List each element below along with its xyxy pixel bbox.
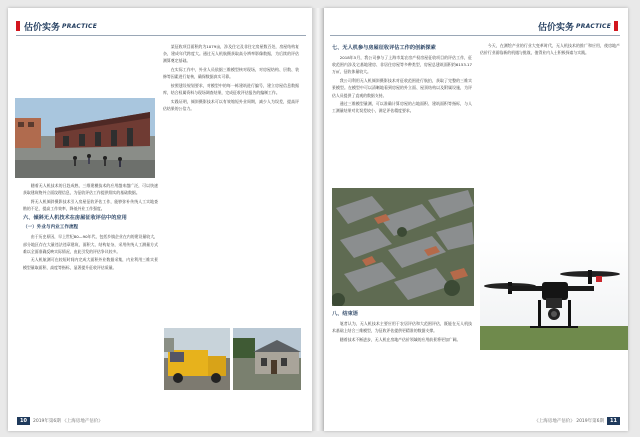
paragraph: 按照建设规划要求，对模型中的每一栋建筑进行编号，建立房屋信息数据库，结合权属资料与现场调查结果，完成征收评估报告的编制工作。 — [163, 83, 299, 96]
photo-old-house — [233, 328, 301, 390]
right-page — [324, 8, 628, 431]
header-accent-bar — [16, 21, 20, 31]
paragraph: 由于历史原因，早上世纪80—90年代，包括乡镇企业在内的建设量较大，部分地区存在大量违法违章建筑，面积大、结构复杂，采用传统人工测量方式难以全面准确反映实际情况，由此引发的评估争议较多。 — [23, 234, 158, 254]
left-footer — [17, 417, 103, 425]
header-title-en: PRACTICE — [576, 22, 612, 30]
subsection-heading: （一）外业与内业工作流程 — [23, 225, 79, 231]
section-heading: 八、结束语 — [332, 311, 358, 317]
paragraph: 笔者认为，无人机技术主要应用于农居评估和大范围评估，既能在无人机技术基础上结合三维模型，为征收评估提供更精准的数据支撑。 — [332, 321, 472, 334]
left-header — [24, 20, 97, 32]
section-heading: 六、倾斜无人机技术在房屋征收评估中的应用 — [23, 215, 127, 222]
header-title-zh: 估价实务 — [24, 22, 61, 33]
paragraph: 随着无人机技术的日趋成熟，三维建模技术的应用越来越广泛，可以快速获取建筑物外立面纹理信息，为征收评估工作提供翔实的基础数据。 — [23, 183, 158, 196]
paragraph: 某征收项目面积约为1079亩，涉及住宅及非住宅房屋数百处，房屋结构复杂，建成年代跨度大。通过无人机航摄获取高分辨率影像数据，为后续的评估测算奠定基础。 — [163, 44, 299, 64]
photo-yellow-truck — [164, 328, 230, 390]
photo-campus-building — [15, 98, 155, 178]
right-column-1-top — [332, 42, 472, 174]
right-column-2 — [480, 42, 620, 102]
left-column-2 — [163, 43, 299, 325]
paragraph: 无人机航测可在较短时间内完成大面积外业数据采集，内业利用三维实景模型量取面积、高度等指标，显著提升征收评估质量。 — [23, 257, 158, 270]
journal-name: 2019年第6期 《上海房地产估价》 — [32, 419, 103, 424]
page-number: 11 — [607, 417, 620, 425]
photo-drone — [480, 240, 628, 350]
header-title-zh: 估价实务 — [538, 22, 575, 33]
header-rule — [330, 35, 620, 36]
right-header — [538, 20, 611, 32]
header-rule — [16, 35, 306, 36]
left-column-1 — [23, 182, 158, 272]
paragraph: 实践证明，倾斜摄影技术可以有效缩短外业周期，减少人为误差，提高评估结果的公信力。 — [163, 98, 299, 112]
spine-gutter — [312, 8, 324, 431]
photo-aerial-3d-model — [332, 188, 474, 306]
paragraph: 2018年5月，我公司参与了上海市某农房产权房屋征收项目的评估工作，征收范围内涉及宅基地建房、非居住房屋等多种类型，房屋总建筑面积约6153.17万㎡，征收体量较大。 — [332, 55, 472, 75]
paragraph: 通过三维模型量测，可以准确计算房屋的占地面积、建筑面积等指标，与人工测量结果对比误差较小，满足评估精度要求。 — [332, 101, 472, 114]
paragraph: 将无人机倾斜摄影技术引入房屋征收评估工作，能够弥补传统人工实地查勘的不足，提高工作效率，降低外业工作强度。 — [23, 198, 158, 212]
section-heading: 七、无人机参与房屋征收评估工作的创新探索 — [332, 45, 436, 51]
left-page — [8, 8, 312, 431]
paragraph: 随着技术不断进步，无人机在房地产估价领域的应用前景将更加广阔。 — [339, 336, 461, 342]
right-footer — [534, 417, 620, 425]
page-number: 10 — [17, 417, 30, 425]
header-accent-bar — [614, 21, 618, 31]
right-column-1-bottom — [332, 308, 472, 408]
header-title-en: PRACTICE — [62, 22, 98, 30]
journal-name: 《上海房地产估价》 2019年第6期 — [534, 419, 605, 424]
paragraph: 我公司利用无人机倾斜摄影技术对征收范围进行航拍，获取了完整的三维实景模型。在模型中可以清晰地看到房屋的外立面、屋顶结构以及附属设施，为评估人员提供了直观的数据支持。 — [332, 78, 472, 98]
paragraph: 在实际工作中，外业人员依据三维模型核对现场，对房屋结构、层数、装修等因素进行复核，确保数据真实可靠。 — [163, 67, 299, 80]
paragraph: 今天，在测绘产业的行业大变革时代，无人机技术的推广和应用，使房地产估价行业面临新的机遇与挑战，值得业内人士积极探索与实践。 — [480, 43, 620, 56]
